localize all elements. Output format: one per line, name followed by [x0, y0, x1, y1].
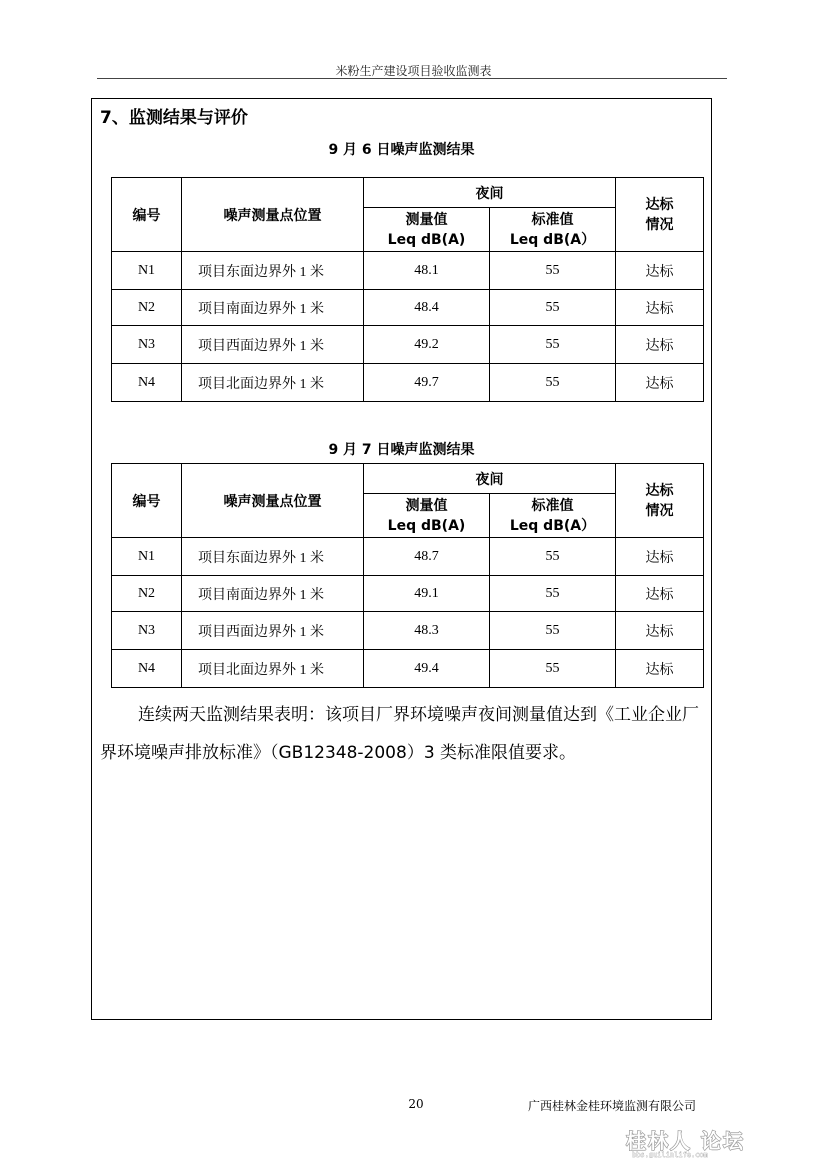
- cell-standard: 55: [490, 612, 616, 650]
- cell-status: 达标: [616, 650, 704, 688]
- cell-id: N3: [112, 612, 182, 650]
- table-row: [112, 538, 704, 576]
- forum-watermark: [624, 1128, 784, 1158]
- cell-id: N4: [112, 364, 182, 402]
- cell-status: 达标: [616, 576, 704, 612]
- cell-measured: 49.4: [364, 650, 490, 688]
- table-row: [112, 612, 704, 650]
- header-id: 编号: [112, 464, 182, 538]
- cell-id: N3: [112, 326, 182, 364]
- header-location: 噪声测量点位置: [182, 178, 364, 252]
- cell-status: 达标: [616, 290, 704, 326]
- cell-status: 达标: [616, 364, 704, 402]
- header-location: 噪声测量点位置: [182, 464, 364, 538]
- header-status-line2: 情况: [645, 216, 674, 233]
- cell-status: 达标: [616, 612, 704, 650]
- cell-measured: 48.4: [364, 290, 490, 326]
- watermark-text: 桂林人 论坛: [626, 1129, 745, 1153]
- cell-standard: 55: [490, 326, 616, 364]
- table-row: [112, 290, 704, 326]
- cell-location: 项目南面边界外 1 米: [182, 576, 364, 612]
- table-row: [112, 326, 704, 364]
- section-heading: 7、监测结果与评价: [100, 108, 248, 128]
- cell-status: 达标: [616, 252, 704, 290]
- cell-measured: 49.2: [364, 326, 490, 364]
- header-status-line1: 达标: [645, 482, 674, 499]
- cell-location: 项目北面边界外 1 米: [182, 364, 364, 402]
- noise-table: [111, 177, 704, 402]
- cell-standard: 55: [490, 650, 616, 688]
- header-measured-line2: Leq dB(A): [387, 517, 466, 534]
- table-title: 9 月 6 日噪声监测结果: [328, 142, 475, 158]
- cell-status: 达标: [616, 538, 704, 576]
- cell-location: 项目东面边界外 1 米: [182, 252, 364, 290]
- header-standard-line1: 标准值: [531, 211, 574, 228]
- page-header-title: 米粉生产建设项目验收监测表: [335, 64, 492, 78]
- cell-standard: 55: [490, 290, 616, 326]
- header-standard: [490, 208, 616, 252]
- header-measured-line2: Leq dB(A): [387, 231, 466, 248]
- cell-location: 项目西面边界外 1 米: [182, 612, 364, 650]
- cell-location: 项目南面边界外 1 米: [182, 290, 364, 326]
- cell-standard: 55: [490, 252, 616, 290]
- watermark-subtext: bbs.guilinlife.com: [632, 1151, 708, 1158]
- cell-status: 达标: [616, 326, 704, 364]
- header-status: [616, 464, 704, 538]
- table-row: [112, 252, 704, 290]
- cell-location: 项目北面边界外 1 米: [182, 650, 364, 688]
- content-frame: [91, 98, 712, 1020]
- header-standard-line2: Leq dB(A）: [509, 517, 596, 534]
- header-id: 编号: [112, 178, 182, 252]
- header-standard-line2: Leq dB(A）: [509, 231, 596, 248]
- cell-id: N1: [112, 252, 182, 290]
- cell-id: N2: [112, 576, 182, 612]
- header-standard-line1: 标准值: [531, 497, 574, 514]
- header-night: 夜间: [364, 178, 616, 208]
- header-status-line2: 情况: [645, 502, 674, 519]
- header-measured-line1: 测量值: [405, 497, 448, 514]
- table-row: [112, 650, 704, 688]
- table-title: 9 月 7 日噪声监测结果: [328, 442, 475, 458]
- header-status: [616, 178, 704, 252]
- table-row: [112, 364, 704, 402]
- noise-table: [111, 463, 704, 688]
- header-divider: [97, 78, 727, 79]
- header-status-line1: 达标: [645, 196, 674, 213]
- conclusion-paragraph: 连续两天监测结果表明：该项目厂界环境噪声夜间测量值达到《工业企业厂界环境噪声排放标准》（GB12348-2008）3 类标准限值要求。: [100, 705, 699, 763]
- table-row: [112, 576, 704, 612]
- cell-measured: 48.1: [364, 252, 490, 290]
- header-measured: [364, 208, 490, 252]
- header-night: 夜间: [364, 464, 616, 494]
- cell-standard: 55: [490, 364, 616, 402]
- cell-measured: 48.3: [364, 612, 490, 650]
- cell-id: N2: [112, 290, 182, 326]
- header-standard: [490, 494, 616, 538]
- cell-standard: 55: [490, 538, 616, 576]
- cell-measured: 49.7: [364, 364, 490, 402]
- cell-id: N4: [112, 650, 182, 688]
- company-name: 广西桂林金桂环境监测有限公司: [528, 1099, 697, 1113]
- cell-measured: 48.7: [364, 538, 490, 576]
- page-number: 20: [408, 1097, 424, 1111]
- header-measured-line1: 测量值: [405, 211, 448, 228]
- cell-location: 项目东面边界外 1 米: [182, 538, 364, 576]
- cell-location: 项目西面边界外 1 米: [182, 326, 364, 364]
- cell-id: N1: [112, 538, 182, 576]
- cell-measured: 49.1: [364, 576, 490, 612]
- cell-standard: 55: [490, 576, 616, 612]
- header-measured: [364, 494, 490, 538]
